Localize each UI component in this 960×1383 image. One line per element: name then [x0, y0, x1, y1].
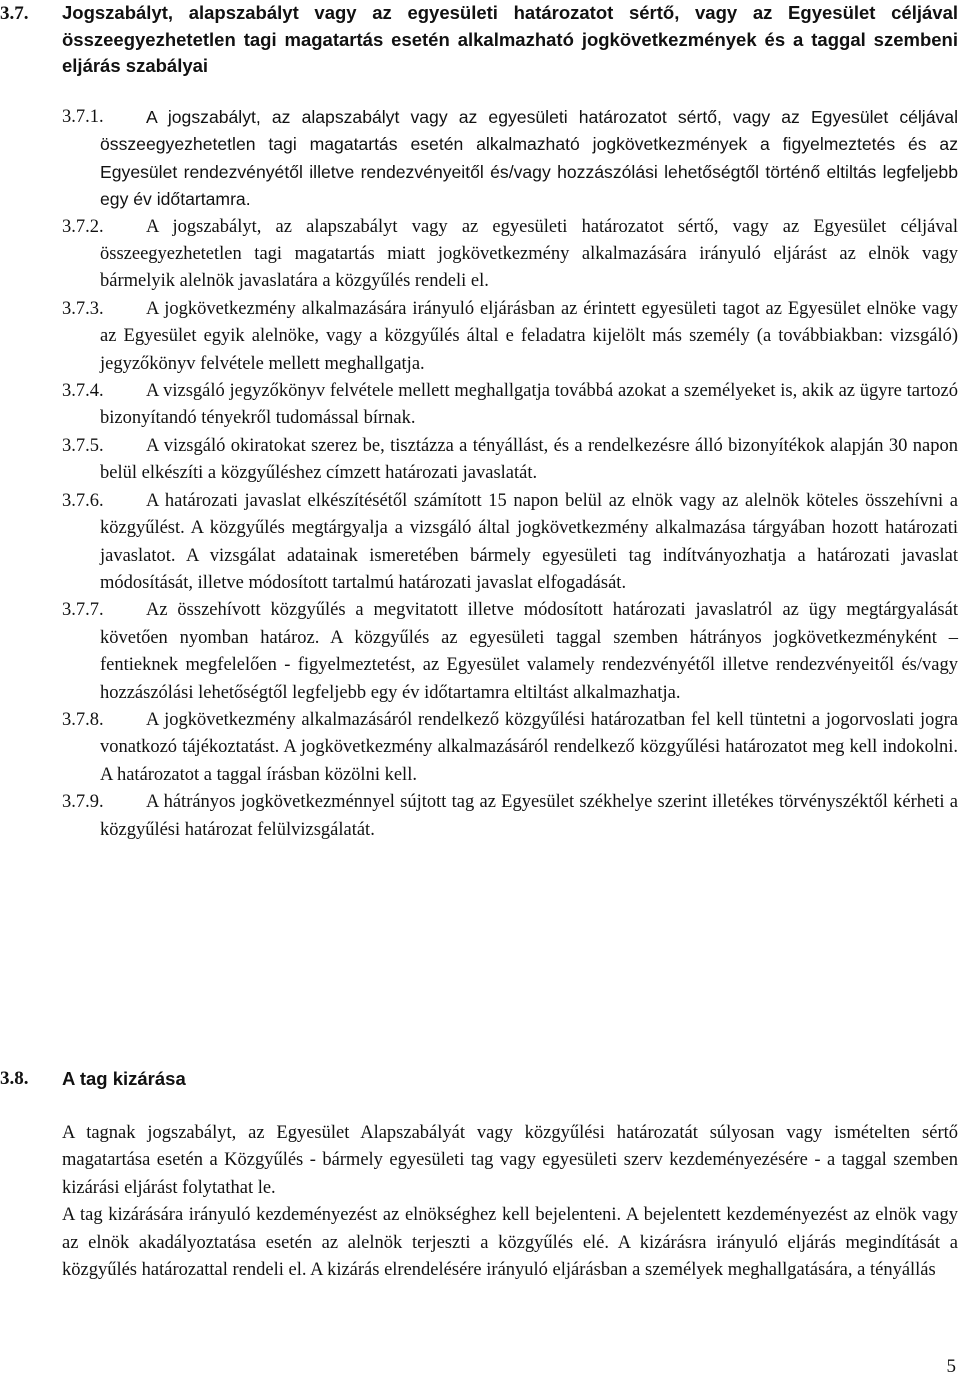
section-title: Jogszabályt, alapszabályt vagy az egyesületi határozatot sértő, vagy az Egyesület céljával összeegyezhetetlen tagi magatartás esetén alkalmazható jogkövetkezmények és a taggal szembeni eljárás szabályai	[62, 2, 958, 76]
clause-text: A vizsgáló okiratokat szerez be, tisztázza a tényállást, és a rendelkezésre álló bizonyítékok alapján 30 napon belül elkészíti a közgyűléshez címzett határozati javaslatát.	[100, 435, 958, 484]
paragraph: A tag kizárására irányuló kezdeményezést az elnökséghez kell bejelenteni. A bejelentett kezdeményezést az elnök vagy az elnök akadályoztatása esetén az alelnök terjeszti a közgyűlés elé. A kizárásra irányuló eljárás megindítását a közgyűlés határozattal rendeli el. A kizárás elrendelésére irányuló eljárásban a személyek meghallgatására, a tényállás	[62, 1205, 958, 1281]
clause-3-7-7	[0, 597, 960, 707]
section-number: 3.8.	[0, 1068, 29, 1089]
section-number: 3.7.	[0, 3, 29, 24]
clause-number: 3.7.2.	[62, 216, 104, 237]
clause-text: A jogszabályt, az alapszabályt vagy az egyesületi határozatot sértő, vagy az Egyesület céljával összeegyezhetetlen tagi magatartás esetén alkalmazható jogkövetkezmények a figyelmeztetés és az Egyesület rendezvényétől illetve rendezvényeitől és/vagy hozzászólási lehetőségtől történő eltiltás legfeljebb egy év időtartamra.	[100, 107, 958, 210]
clause-3-7-1	[0, 104, 960, 214]
clause-number: 3.7.6.	[62, 490, 104, 511]
clause-text: A jogkövetkezmény alkalmazására irányuló eljárásban az érintett egyesületi tagot az Egyesület elnöke vagy az Egyesület egyik alelnöke, vagy a közgyűlés által e feladatra kijelölt más személy (a továbbiakban: vizsgáló) jegyzőkönyv felvétele mellett meghallgatja.	[100, 298, 958, 374]
clause-3-7-5	[0, 433, 960, 488]
clause-text: A hátrányos jogkövetkezménnyel sújtott tag az Egyesület székhelye szerint illetékes törvényszéktől kérheti a közgyűlési határozat felülvizsgálatát.	[100, 792, 958, 840]
clause-text: A vizsgáló jegyzőkönyv felvétele mellett meghallgatja továbbá azokat a személyeket is, akik az ügyre tartozó bizonyítandó tényekről tudomással bírnak.	[100, 381, 958, 429]
clause-3-7-3	[0, 296, 960, 378]
clause-text: A jogszabályt, az alapszabályt vagy az egyesületi határozatot sértő, vagy az Egyesület céljával összeegyezhetetlen tagi magatartás miatt jogkövetkezmény alkalmazására irányuló eljárást az elnök vagy bármelyik alelnök javaslatára a közgyűlés rendeli el.	[100, 216, 958, 292]
clause-number: 3.7.7.	[62, 600, 104, 621]
clause-number: 3.7.9.	[62, 792, 104, 813]
clause-3-7-9	[0, 789, 960, 844]
clause-number: 3.7.4.	[62, 381, 104, 402]
clause-3-7-8	[0, 707, 960, 789]
clause-text: Az összehívott közgyűlés a megvitatott illetve módosított határozati javaslatról az ügy megtárgyalását követően nyomban határoz. A közgyűlés az egyesületi taggal szemben hátrányos jogkövetkezményként – fentieknek megfelelően - figyelmeztetést, az Egyesület valamely rendezvényétől illetve rendezvényeitől és/vagy hozzászólási lehetőségtől legfeljebb egy év időtartamra eltiltást alkalmazhatja.	[100, 600, 958, 703]
clause-number: 3.7.1.	[62, 107, 104, 127]
paragraph: A tagnak jogszabályt, az Egyesület Alapszabályát vagy közgyűlési határozatát súlyosan vagy ismételten sértő magatartása esetén a Közgyűlés - bármely egyesületi tag vagy egyesületi szerv kezdeményezésére - a taggal szemben kizárási eljárást folytathat le.	[62, 1123, 958, 1198]
clause-number: 3.7.3.	[62, 298, 104, 319]
clause-3-7-2	[0, 214, 960, 296]
section-3-8-body	[62, 1120, 958, 1284]
clause-3-7-6	[0, 488, 960, 598]
clause-text: A jogkövetkezmény alkalmazásáról rendelkező közgyűlési határozatban fel kell tüntetni a jogorvoslati jogra vonatkozó tájékoztatást. A jogkövetkezmény alkalmazásáról rendelkező közgyűlési határozatot meg kell indokolni. A határozatot a taggal írásban közölni kell.	[100, 709, 958, 785]
clause-number: 3.7.5.	[62, 435, 104, 456]
section-title: A tag kizárása	[62, 1068, 186, 1089]
clause-number: 3.7.8.	[62, 709, 104, 730]
clause-text: A határozati javaslat elkészítésétől számított 15 napon belül az elnök vagy az alelnök köteles összehívni a közgyűlést. A közgyűlés megtárgyalja a vizsgáló által jogkövetkezmény alkalmazása tárgyában hozott határozati javaslatot. A vizsgálat adatainak ismeretében bármely egyesületi tag indítványozhatja a határozati javaslat módosítását, illetve módosított tartalmú határozati javaslat elfogadását.	[100, 490, 958, 593]
section-3-7-items	[0, 104, 960, 844]
clause-3-7-4	[0, 378, 960, 433]
page-number: 5	[946, 1356, 956, 1377]
